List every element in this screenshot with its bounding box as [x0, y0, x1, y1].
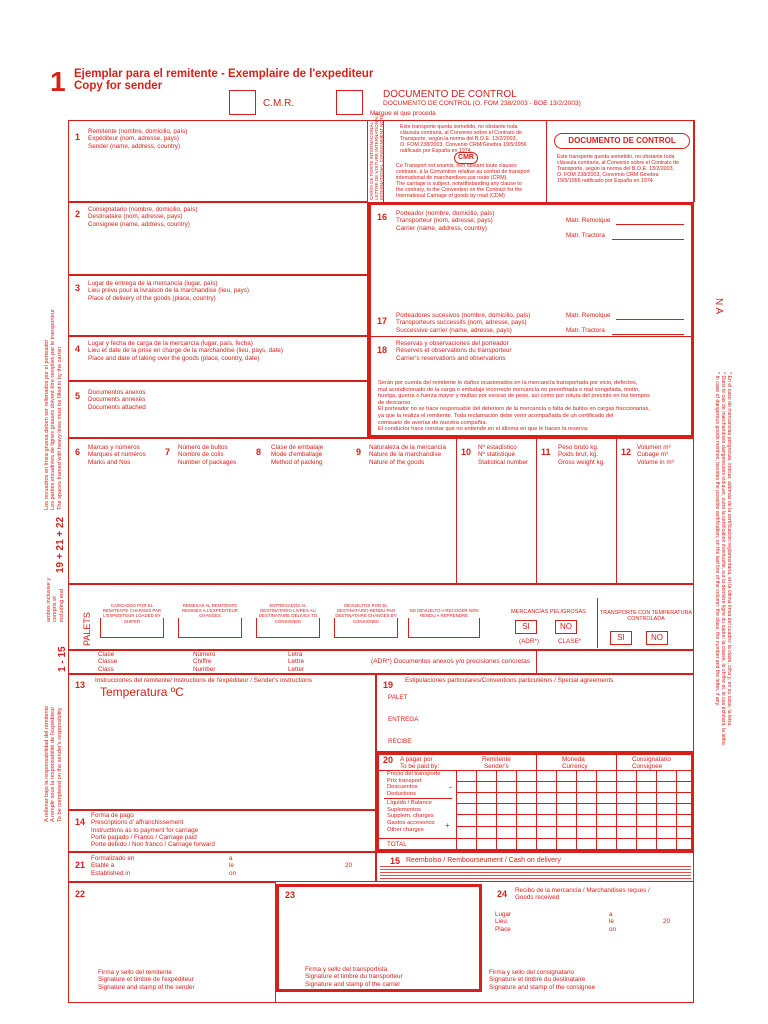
mark-hint: Marque el que proceda [370, 110, 436, 117]
box-16-trailer-line[interactable] [616, 224, 684, 225]
box-21-label: Formalizado en Etable a Established in [91, 855, 135, 877]
number-col: Número Chiffre Number [193, 651, 216, 673]
box-22-signature-label: Firma y sello del remitente Signature et timbre de l'expéditeur Signature and stamp of the sender [98, 969, 195, 991]
box-3-label: Lugar de entrega de la mercancía (lugar, país) Lieu prévu pour la livraison de la marchandise (lieu, pays) Place of delivery of the goods (place, country) [88, 280, 250, 302]
box-19-number: 19 [383, 680, 394, 690]
box-1-label: Remitente (nombre, domicilio, país) Expéditeur (nom, adresse, pays) Sender (name, address, country) [88, 128, 188, 150]
range-19-21-22: 19 + 21 + 22 [55, 516, 66, 573]
pallet-option-delivered[interactable] [256, 618, 320, 638]
box-23-signature-label: Firma y sello del transportista Signature et timbre du transporteur Signature and stamp of the carrier [305, 966, 403, 988]
box-5-number: 5 [75, 391, 81, 401]
box-10-number: 10 [461, 447, 472, 457]
box-15-label: Reembolso / Rembourseument / Cash on delivery [406, 857, 561, 864]
cmr-checkbox-label: C.M.R. [263, 98, 295, 109]
temp-no[interactable]: NO [646, 631, 668, 645]
pallet-option-not-returned-label: NO DEVUELTO A RECOGER NON RENDU A REPRENDRE [409, 608, 479, 619]
letter-col: Letra Lettre Letter [288, 651, 305, 673]
pallet-option-loaded[interactable] [100, 618, 164, 638]
box-17-number: 17 [377, 316, 388, 326]
pallet-option-not-returned[interactable] [408, 618, 480, 638]
box-3-number: 3 [75, 283, 81, 293]
box-17-tractor-line[interactable] [612, 334, 684, 335]
minus-sign: - [449, 782, 452, 792]
box-4-label: Lugar y fecha de carga de la mercancía (lugar, país, fecha) Lieu et date de la prise en charge de la marchandise (lieu, pays, date) Place and date of taking over the goods (place, country, date) [88, 340, 283, 362]
dangerous-goods-title: MERCANCÍAS PELIGROSAS [511, 609, 586, 615]
pallet-option-returned-sender[interactable] [178, 618, 242, 638]
pallet-option-returned-sender-label: REMESAS AL REMITENTE REMISES A L'EXPEDITEUR CHANGES [182, 603, 238, 619]
recibe-field-label: RECIBE [388, 738, 412, 745]
class-col: Clase Classe Class [98, 651, 118, 673]
box-8-label: Clase de embalaje Mode d'emballage Method of packing [271, 444, 324, 466]
box-8-number: 8 [256, 447, 262, 457]
box-24-year: 20 [663, 918, 671, 925]
box-18-liability-text: Serán por cuenta del remitente lo daños ocasionados en la mercancía transportada por vicio, defectos, mal acondicionado de la carga o embalaje incorrecto mercancía no preenfriada o mal congelada, motín, huelga, guerra o fuerza mayor y multas por exceso de peso, así como por rotura del precinto en los tiempos de desc​anso. El porteador no se hace responsable del deterioro de la mercancía o falta de bultos en cargas fraccionarias, ya que la realiza el remitente. Toda reclamación debe venir acompañada de un certificado del comisario de averías de nuestra compañía. El conductor hace constar que no entiende en el idioma en que le hacen la reserva. [378, 380, 650, 433]
box-22-number: 22 [75, 889, 86, 899]
dangerous-no[interactable]: NO [555, 620, 577, 634]
plus-sign: + [445, 821, 450, 830]
box-16-number: 16 [377, 212, 388, 222]
palet-field-label: PALET [388, 694, 408, 701]
box-24-receipt-label: Recibo de la mercancía / Marchandises reçues / Goods received [515, 887, 650, 902]
copy-title: Ejemplar para el remitente - Exemplaire de l'expediteur [74, 68, 374, 80]
box-24-place: Lugar Lieu Place [495, 911, 512, 933]
col-currency: Moneda Currency [562, 756, 588, 771]
control-doc-badge: DOCUMENTO DE CONTROL [554, 133, 690, 149]
box-20-pay-label: A pagar por To be paid by: [400, 756, 440, 771]
box-15-number: 15 [390, 856, 401, 866]
cmr-legal-fr: Ce Transport est soumis, non obstant toute clauses contraire, à la Convention relative au contrat de transport international de marchandises par route (CRM). The carriage is subject, notwithstanding any clause to the contrary, to the Convention on the Contract for the International Carriage of goods by road (CDM) [396, 163, 530, 199]
box-5-label: Documentos anexos Documents annexés Documents attached [88, 389, 146, 411]
control-doc-checkbox[interactable] [336, 90, 363, 115]
box-17-tractor-label: Matr. Tractora [566, 327, 605, 334]
range-1-15: 1 - 15 [57, 646, 68, 672]
cmr-vertical-title: CARTA DE PORTE INTERNACIONAL LETTRE DE VOITURE INTERNATIONALE INTERNATIONAL CONSIGNMENT NOTE [369, 112, 384, 200]
doc-title: DOCUMENTO DE CONTROL [383, 89, 517, 100]
total-label: TOTAL [387, 841, 407, 848]
box-11-label: Peso bruto kg. Poids brut, kg. Gross weight kg. [558, 444, 605, 466]
cod-hatch [380, 866, 691, 879]
box-16-tractor-label: Matr. Tractora [566, 232, 605, 239]
inclusive-note: ambos inclusive y compris et including and [46, 577, 65, 622]
box-10-label: Nº estadístico Nº statistique Statistical number [478, 444, 529, 466]
box-19-agreements[interactable] [376, 674, 694, 752]
box-17-trailer-label: Matr. Remolque [566, 312, 611, 319]
box-4-number: 4 [75, 344, 81, 354]
box-6-label: Marcas y números Marques et numéros Marks and Nos [88, 444, 146, 466]
adr-note: (ADR*) Documentos anexos y/o precisiones concretas [371, 658, 531, 665]
doc-subtitle: DOCUMENTO DE CONTROL (O. FOM 238/2003 - BOE 13/2/2003) [383, 100, 581, 107]
pallets-label: PALETS [82, 612, 92, 646]
cmr-legal-es: Este transporte queda sometido, no obstante toda cláusula contraria, al Convenio sobre el Contrato de Transporte, según la norma del B.O.E. 13/2/2003, O. FOM 238/2003, Convenio CRM/Ginebra 19/5/1956 ratificado por España en 1974. [400, 124, 527, 154]
box-17-trailer-line[interactable] [616, 319, 684, 320]
box-12-number: 12 [621, 447, 632, 457]
pallet-option-returned-consignee-label: DEVUELTOS POR EL DESTINATARIO RENDU PAR DESTINATAIRE CHANGES BY CONSIGNEE [335, 603, 397, 624]
box-18-label: Reservas y observaciones del porteador Réserves et observations du transporteur Carrier's reservations and observations [396, 340, 512, 362]
charges-labels: Precio del transporte Prix transport Descuentos Deductions [387, 771, 441, 798]
copy-number: 1 [50, 66, 66, 97]
box-14-number: 14 [75, 817, 86, 827]
box-21-date-words: a le on [229, 855, 237, 877]
box-16-label: Porteador (nombre, domicilio, país) Transporteur (nom, adresse, pays) Carrier (name, address, country) [396, 210, 495, 232]
box-20-number: 20 [383, 755, 394, 765]
controlled-temp-title: TRANSPORTE CON TEMPERATURA CONTROLADA [600, 610, 692, 623]
box-16-tractor-line[interactable] [612, 239, 684, 240]
box-11-number: 11 [541, 447, 551, 457]
balance-labels: Líquido / Balance Suplementos Supplem. charges Gastos accesorios Other charges [387, 800, 435, 833]
pallet-option-delivered-label: ENTREGADOS AL DESTINATARIO LIVRES AU DESTINATAIRE DELIVES TO CONSIGNEE [258, 603, 318, 624]
cmr-logo: CMR [454, 152, 478, 164]
box-24-date-words: a le on [609, 911, 617, 933]
box-24-signature-label: Firma y sello del consignatario Signature et timbre du destinataire Signature and stamp of the consignee [489, 969, 596, 991]
clase-label: CLASE* [558, 638, 582, 645]
box-1-number: 1 [75, 132, 81, 142]
na-mark: N A [713, 298, 724, 315]
pallet-option-returned-consignee[interactable] [334, 618, 398, 638]
temp-yes[interactable]: SI [610, 631, 632, 645]
box-2-label: Consignatario (nombre, domicilio, país) Destinataire (nom, adresse, pays) Consignee (name, address, country) [88, 206, 198, 228]
box-6-number: 6 [75, 447, 81, 457]
adr-label: (ADR*) [519, 638, 539, 645]
box-7-label: Número de bultos Nombre de colis Number of packages [178, 444, 237, 466]
dangerous-goods-footnotes: * En el caso de mercancías peligrosas, indicar, además de la certificación reglamentaria, en la última línea del cuadro: la clase, cifra y, en su caso, la letra. * Dans le cas de marchandises dangereuses indiquer, outre la certification éventuelle, sur la dernière ligne du cadre: la classe, le chiffre et, le cas échéant, la lettre. * In case of dangerous goods mention, besides the possible certification, on the last line of the column: the class, the number and the letter, if any. [714, 372, 732, 747]
box-14-label: Forma de pago Prescriptions d' affranchissement Instructions as to payment for carriage Porte pagado / Franco / Carriage paid Porte debido / Non franco / Carriage forward [91, 812, 215, 849]
box-7-number: 7 [165, 447, 171, 457]
pallet-option-loaded-label: CARGADOS POR EL REMITENTE CHARGES PAR L'EXPEDITEUR LOADED BY SHIPER [102, 603, 162, 624]
box-2-number: 2 [75, 209, 81, 219]
heavy-lines-note: Los recuadros en línea gruesa deben ser rellenados por el porteador Les parties encadrées de lignes grasses doivent être remplies par le transporteur The spaces framed with heavy lines must be filled in by the carrier [44, 309, 63, 510]
box-16-trailer-label: Matr. Remolque [566, 217, 611, 224]
sender-responsibility-note: A rellenar bajo la responsabilidad del remitente A remplir sous la responsabilité de l'expéditeur To be completed on the sender's responsibility [44, 705, 63, 822]
temperature-label: Temperatura ºC [100, 685, 184, 699]
cmr-checkbox[interactable] [229, 90, 256, 115]
box-13-number: 13 [75, 680, 86, 690]
copy-title-en: Copy for sender [74, 80, 163, 92]
dangerous-yes[interactable]: SI [515, 620, 537, 634]
box-21-number: 21 [75, 860, 86, 870]
box-9-label: Naturaleza de la mercancía Nature de la marchandise Nature of the goods [369, 444, 447, 466]
col-consignee: Consignatario Consignee [632, 756, 671, 771]
entrega-field-label: ENTREGA [388, 716, 419, 723]
col-sender: Remitente Sender's [482, 756, 511, 771]
box-13-label: Instrucciones del remitente/ Instructions de l'expéditeur / Sender's instructions [95, 677, 312, 684]
box-21-year: 20 [345, 862, 353, 869]
box-24-number: 24 [497, 889, 508, 899]
box-9-number: 9 [356, 447, 362, 457]
box-23-number: 23 [285, 890, 296, 900]
box-12-label: Volumen m³ Cubage m³ Volume in m³ [637, 444, 674, 466]
box-18-number: 18 [377, 345, 388, 355]
box-19-label: Estipulaciones particulares/Conventions particulières / Special agreements [405, 677, 614, 684]
box-17-label: Porteadores sucesivos (nombre, domicilio, país) Transporteurs successifs (nom, adresse, pays) Successive carrier (name, adresse, pays) [396, 312, 531, 334]
control-legal-text: Este transporte queda sometido, no obstante toda cláusula contraria, al Convenio sobre el Contrato de Transporte, según la norma del B.O.E. 13/2/2003, O. FOM 238/2003, Convenio CRM Ginebra 19/5/1956 ratificado por España en 1974. [557, 154, 679, 184]
